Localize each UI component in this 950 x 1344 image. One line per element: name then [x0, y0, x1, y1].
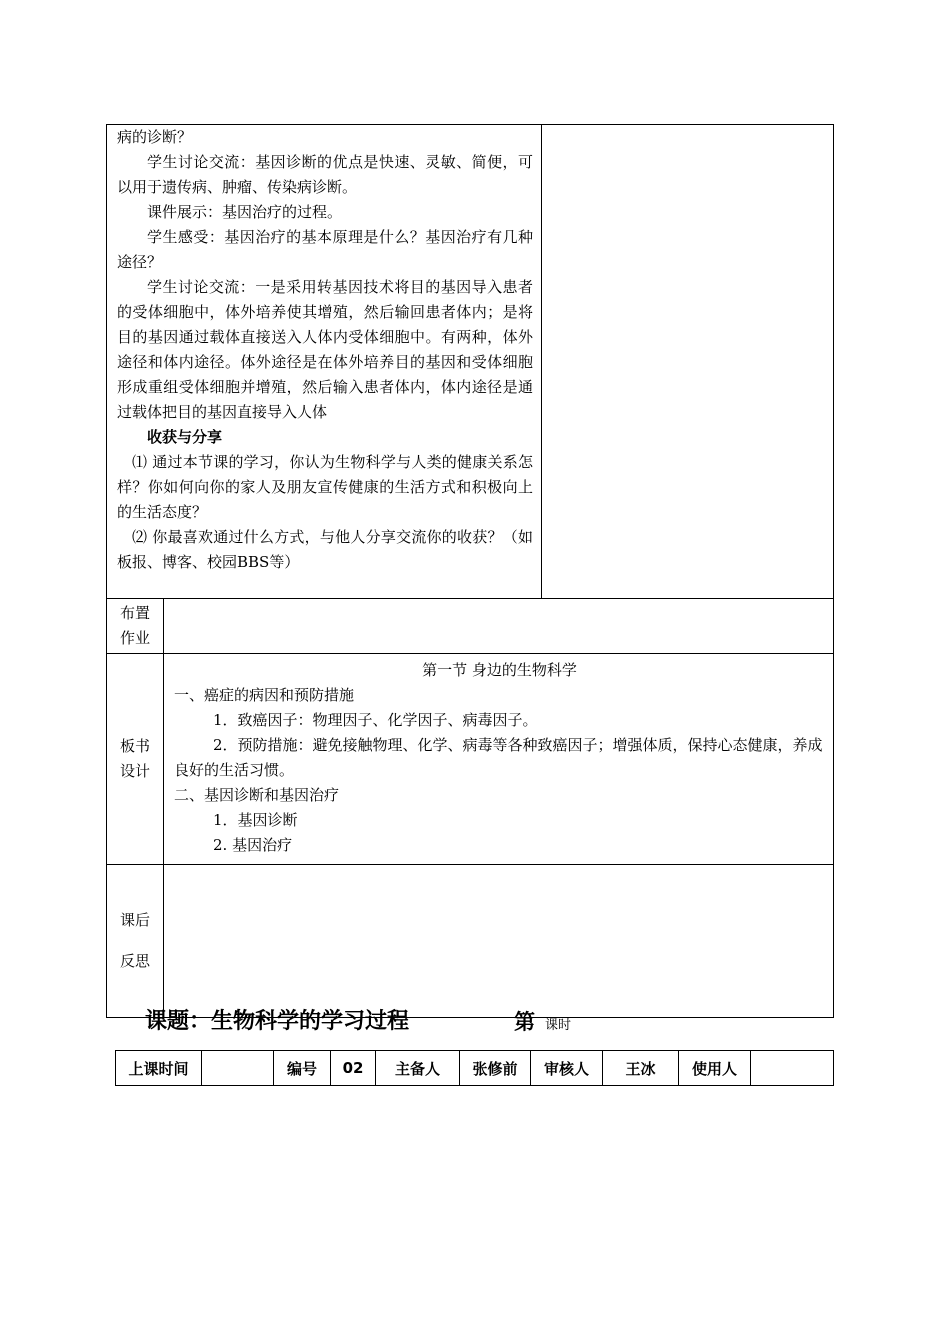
- user-value: [751, 1051, 834, 1086]
- board-design-row: [107, 654, 834, 865]
- info-row: [116, 1051, 834, 1086]
- lesson-plan-table: [106, 124, 834, 1018]
- board-line-3: 2．预防措施：避免接触物理、化学、病毒等各种致癌因子；增强体质，保持心态健康，养成良好的生活习惯。: [174, 736, 823, 779]
- board-line-6: 2. 基因治疗: [213, 836, 293, 854]
- number-label: 编号: [274, 1051, 331, 1086]
- reflection-label: 课后 反思: [107, 865, 164, 1018]
- board-title: 第一节 身边的生物科学: [422, 661, 577, 679]
- lesson-info-table: [115, 1050, 834, 1086]
- reviewer-value: 王冰: [603, 1051, 679, 1086]
- preparer-label: 主备人: [376, 1051, 460, 1086]
- section-heading-harvest: 收获与分享: [147, 428, 223, 446]
- class-time-value: [202, 1051, 274, 1086]
- teaching-process-cell: [107, 125, 542, 599]
- next-lesson-title: 课题：生物科学的学习过程: [145, 1009, 410, 1034]
- board-line-4: 二、基因诊断和基因治疗: [174, 786, 340, 804]
- paragraph-courseware: 课件展示：基因治疗的过程。: [147, 203, 343, 221]
- paragraph-discussion-diagnosis: 学生讨论交流：基因诊断的优点是快速、灵敏、简便，可以用于遗传病、肿瘤、传染病诊断。: [117, 153, 534, 196]
- question-2: ⑵ 你最喜欢通过什么方式，与他人分享交流你的收获？（如板报、博客、校园BBS等）: [117, 528, 534, 571]
- reflection-row: [107, 865, 834, 1018]
- user-label: 使用人: [679, 1051, 751, 1086]
- board-line-2: 1．致癌因子：物理因子、化学因子、病毒因子。: [213, 711, 538, 729]
- paragraph-student-feeling: 学生感受：基因治疗的基本原理是什么？基因治疗有几种途径？: [117, 228, 534, 271]
- teaching-process-row: [107, 125, 834, 599]
- number-value: 02: [331, 1051, 376, 1086]
- board-line-5: 1．基因诊断: [213, 811, 298, 829]
- class-time-label: 上课时间: [116, 1051, 202, 1086]
- board-design-label: 板书 设计: [107, 654, 164, 865]
- board-line-1: 一、癌症的病因和预防措施: [174, 686, 355, 704]
- paragraph-discussion-therapy: 学生讨论交流：一是采用转基因技术将目的基因导入患者的受体细胞中，体外培养使其增殖，然后输回患者体内；是将目的基因通过载体直接送入人体内受体细胞中。有两种，体外途径和体内途径。体外途径是在体外培养目的基因和受体细胞形成重组受体细胞并增殖，然后输入患者体内，体内途径是通过载体把目的基因直接导入人体: [117, 278, 534, 421]
- question-1: ⑴ 通过本节课的学习，你认为生物科学与人类的健康关系怎样？你如何向你的家人及朋友宣传健康的生活方式和积极向上的生活态度？: [117, 453, 534, 521]
- paragraph-diagnosis-end: 病的诊断？: [117, 128, 193, 146]
- reviewer-label: 审核人: [531, 1051, 603, 1086]
- period-unit: 课时: [545, 1018, 572, 1033]
- preparer-value: 张修前: [460, 1051, 531, 1086]
- homework-content: [164, 599, 834, 654]
- notes-cell: [542, 125, 834, 599]
- board-design-content: [164, 654, 834, 865]
- homework-label: 布置 作业: [107, 599, 164, 654]
- homework-row: [107, 599, 834, 654]
- reflection-content: [164, 865, 834, 1018]
- period-label: 第: [514, 1010, 535, 1034]
- next-lesson-period: [514, 1006, 571, 1036]
